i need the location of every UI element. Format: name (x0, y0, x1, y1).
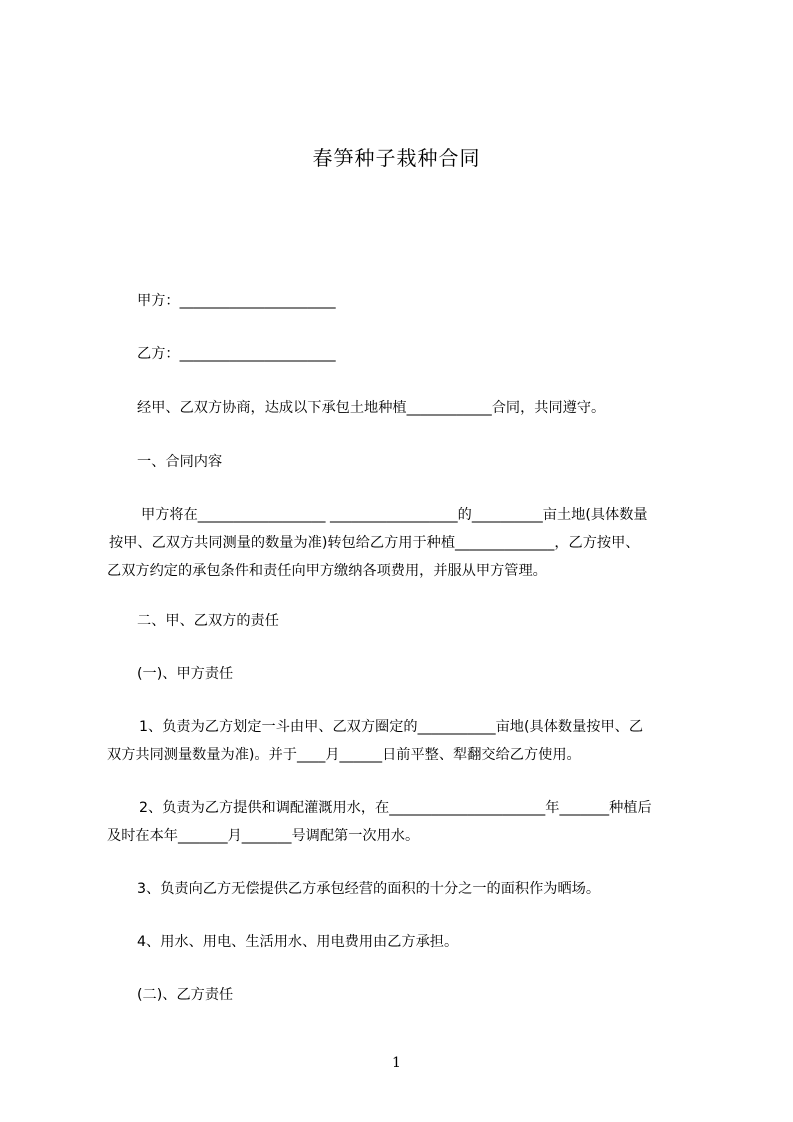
document-title: 春笋种子栽种合同 (312, 146, 481, 170)
sub2-heading: (二)、乙方责任 (137, 987, 234, 1003)
section1-para-line1: 甲方将在__________________ __________________的__________亩土地(具体数量 (141, 507, 648, 523)
page-number: 1 (392, 1055, 401, 1071)
sub1-heading: (一)、甲方责任 (137, 666, 234, 682)
item3-text: 3、负责向乙方无偿提供乙方承包经营的面积的十分之一的面积作为晒场。 (137, 881, 601, 897)
item2-line1: 2、负责为乙方提供和调配灌溉用水，在______________________年_______种植后 (139, 800, 652, 816)
item1-line2: 双方共同测量数量为准)。并于____月______日前平整、犁翻交给乙方使用。 (107, 747, 581, 763)
section1-heading: 一、合同内容 (137, 454, 223, 470)
section2-heading: 二、甲、乙双方的责任 (137, 613, 279, 629)
item1-line1: 1、负责为乙方划定一斗由甲、乙双方圈定的___________亩地(具体数量按甲、乙 (139, 719, 644, 735)
preamble-text: 经甲、乙双方协商，达成以下承包土地种植____________合同，共同遵守。 (137, 400, 606, 416)
party-a-line: 甲方：______________________ (137, 293, 336, 309)
section1-para-line3: 乙双方约定的承包条件和责任向甲方缴纳各项费用，并服从甲方管理。 (107, 563, 547, 579)
item4-text: 4、用水、用电、生活用水、用电费用由乙方承担。 (137, 934, 459, 950)
item2-line2: 及时在本年_______月_______号调配第一次用水。 (107, 828, 420, 844)
section1-para-line2: 按甲、乙双方共同测量的数量为准)转包给乙方用于种植______________，乙方按甲、 (109, 535, 640, 551)
party-b-line: 乙方：______________________ (137, 346, 336, 362)
